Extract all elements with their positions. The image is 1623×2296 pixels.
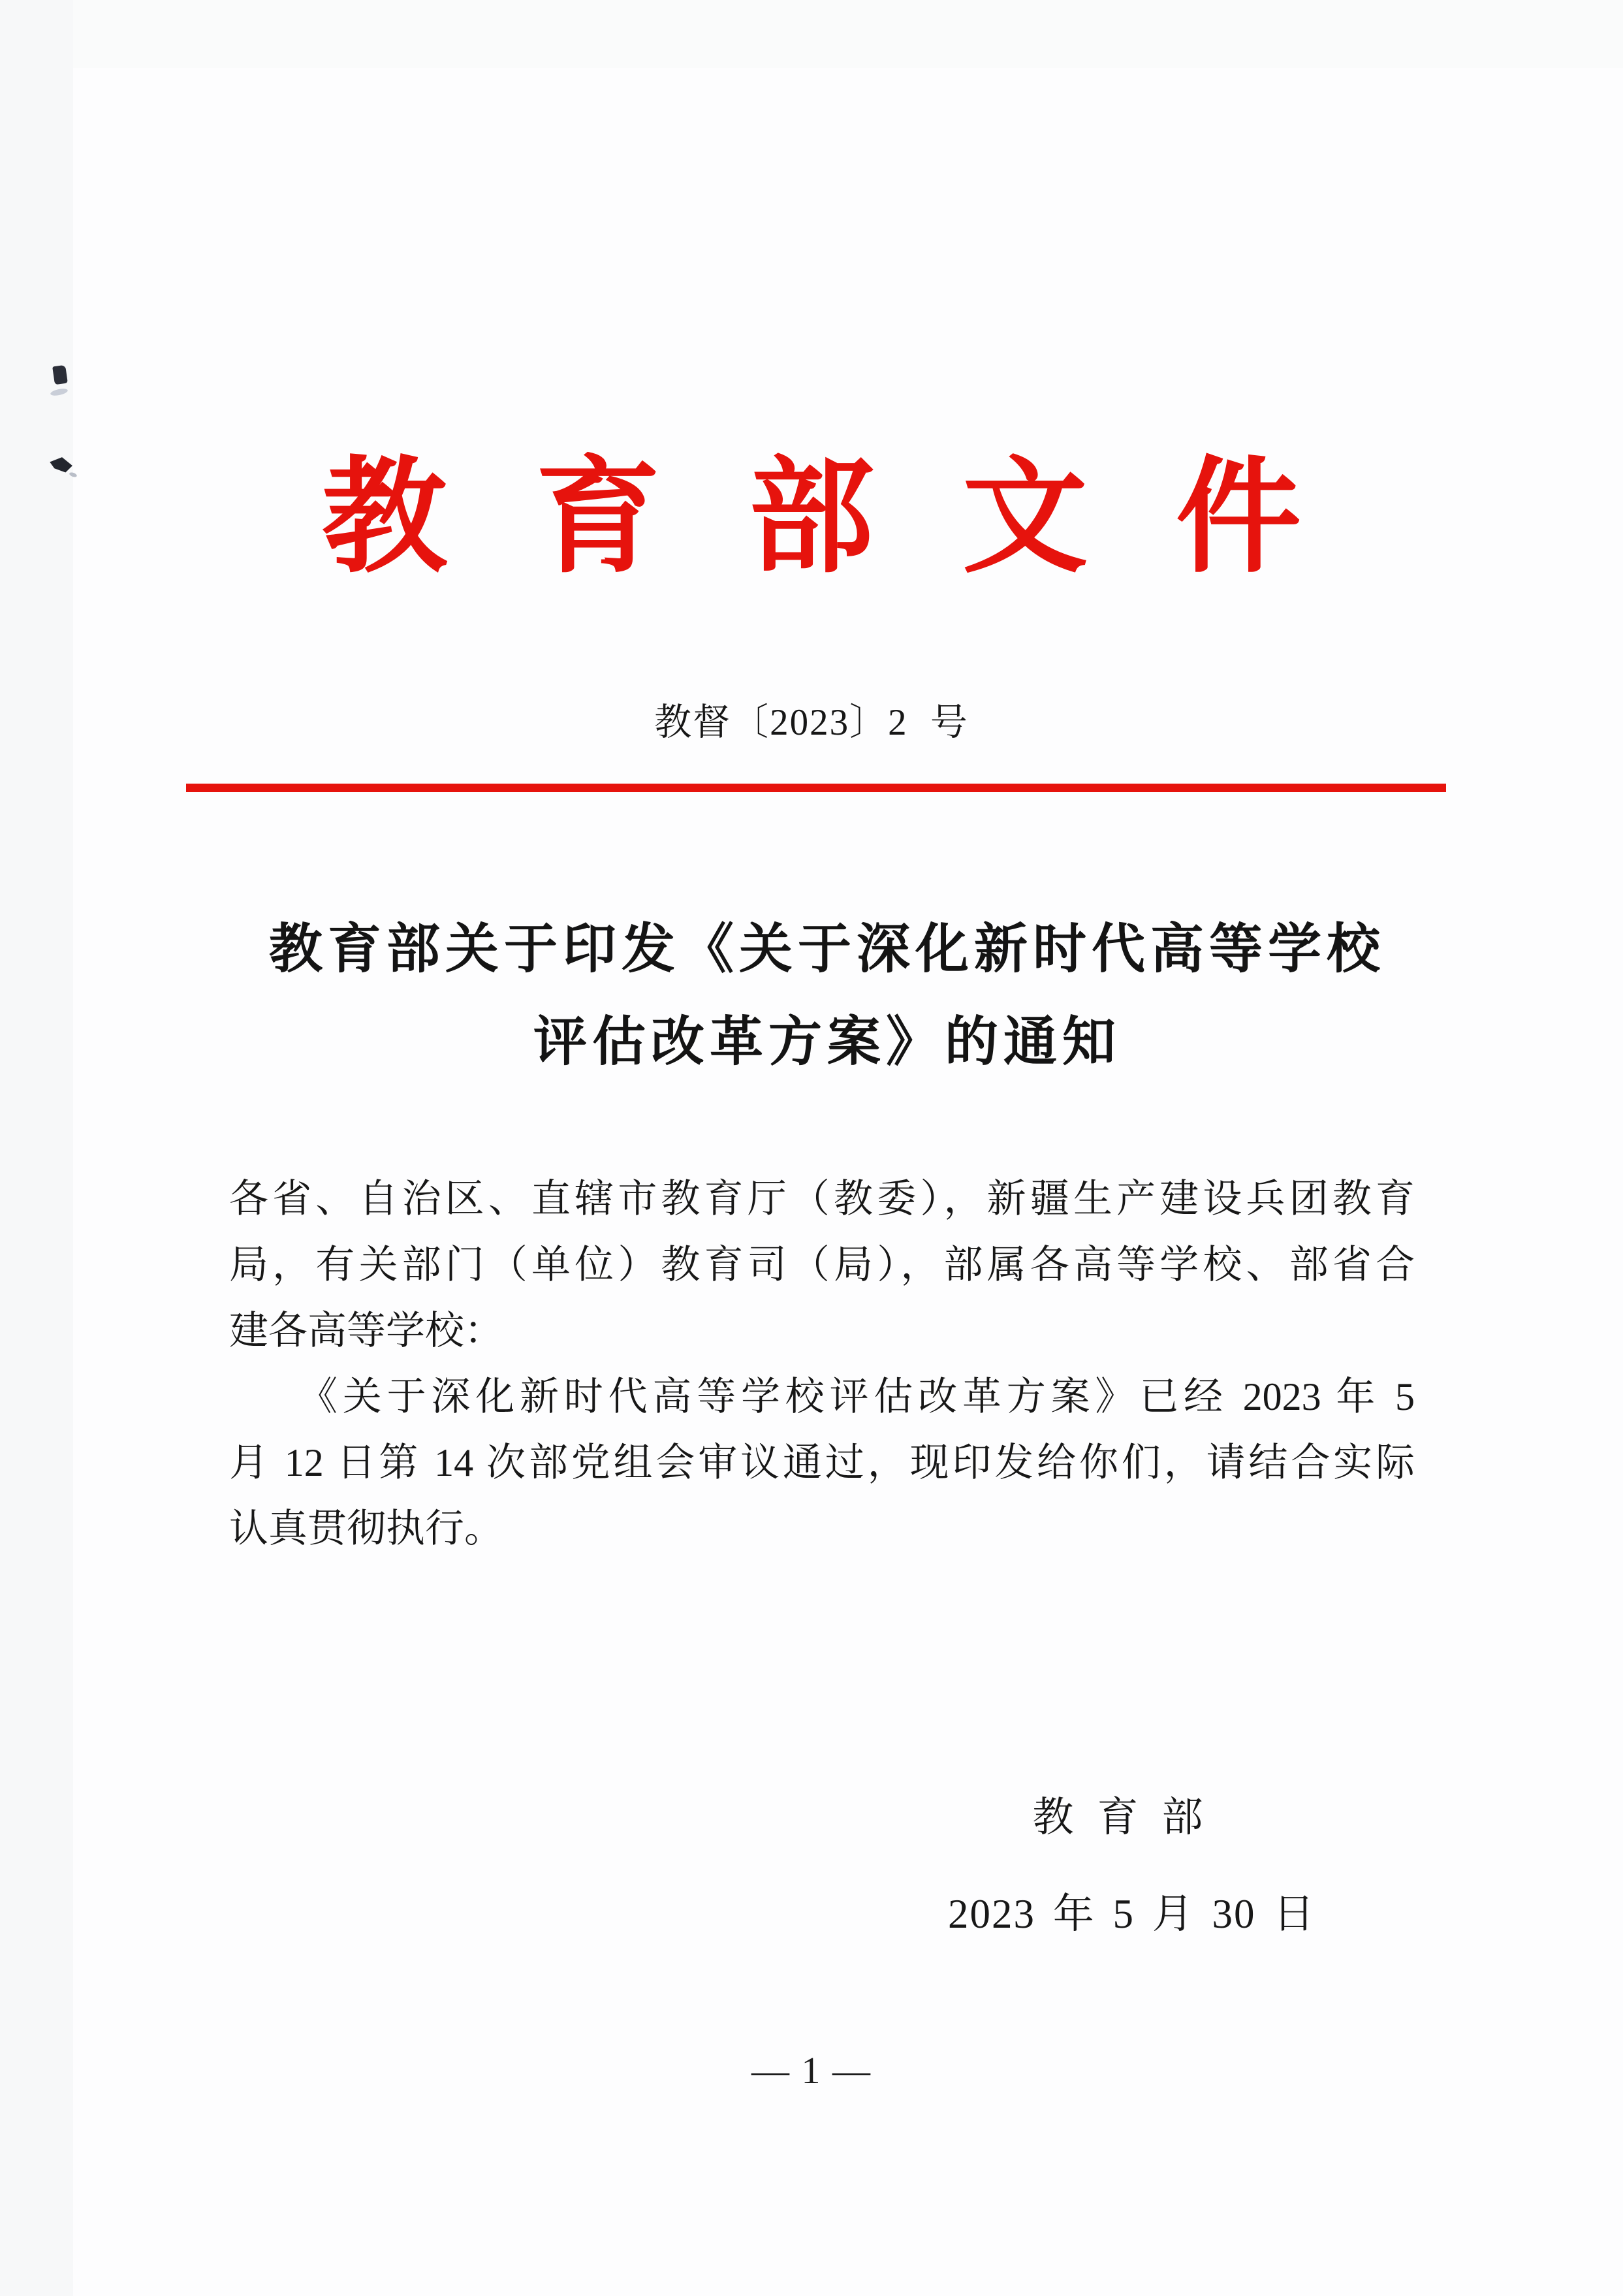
scan-smudge-mark [52,365,68,385]
document-title-line1: 教育部关于印发《关于深化新时代高等学校 [268,919,1385,979]
body-line: 认真贯彻执行。 [229,1507,503,1550]
document-number: 教督〔2023〕2 号 [654,702,969,743]
page-top-edge [0,0,1623,68]
page-number: — 1 — [751,2049,872,2092]
red-divider-line [186,784,1446,792]
body-line: 建各高等学校： [229,1309,503,1352]
page-left-edge [0,0,73,2296]
body-line: 各省、自治区、直辖市教育厅（教委），新疆生产建设兵团教育 [229,1177,1415,1220]
signature-organization: 教育部 [1032,1794,1227,1840]
signature-block [948,1793,1316,1939]
body-line: 局，有关部门（单位）教育司（局），部属各高等学校、部省合 [229,1243,1415,1286]
signature-date: 2023 年 5 月 30 日 [948,1891,1316,1937]
document-header-title: 教育部文件 [322,449,1389,588]
body-line: 《关于深化新时代高等学校评估改革方案》已经 2023 年 5 [298,1375,1415,1418]
body-line: 月 12 日第 14 次部党组会审议通过，现印发给你们，请结合实际 [229,1441,1415,1484]
document-title-line2: 评估改革方案》的通知 [533,1012,1121,1072]
document-body [229,1166,1415,1562]
document-title [26,903,1623,1089]
